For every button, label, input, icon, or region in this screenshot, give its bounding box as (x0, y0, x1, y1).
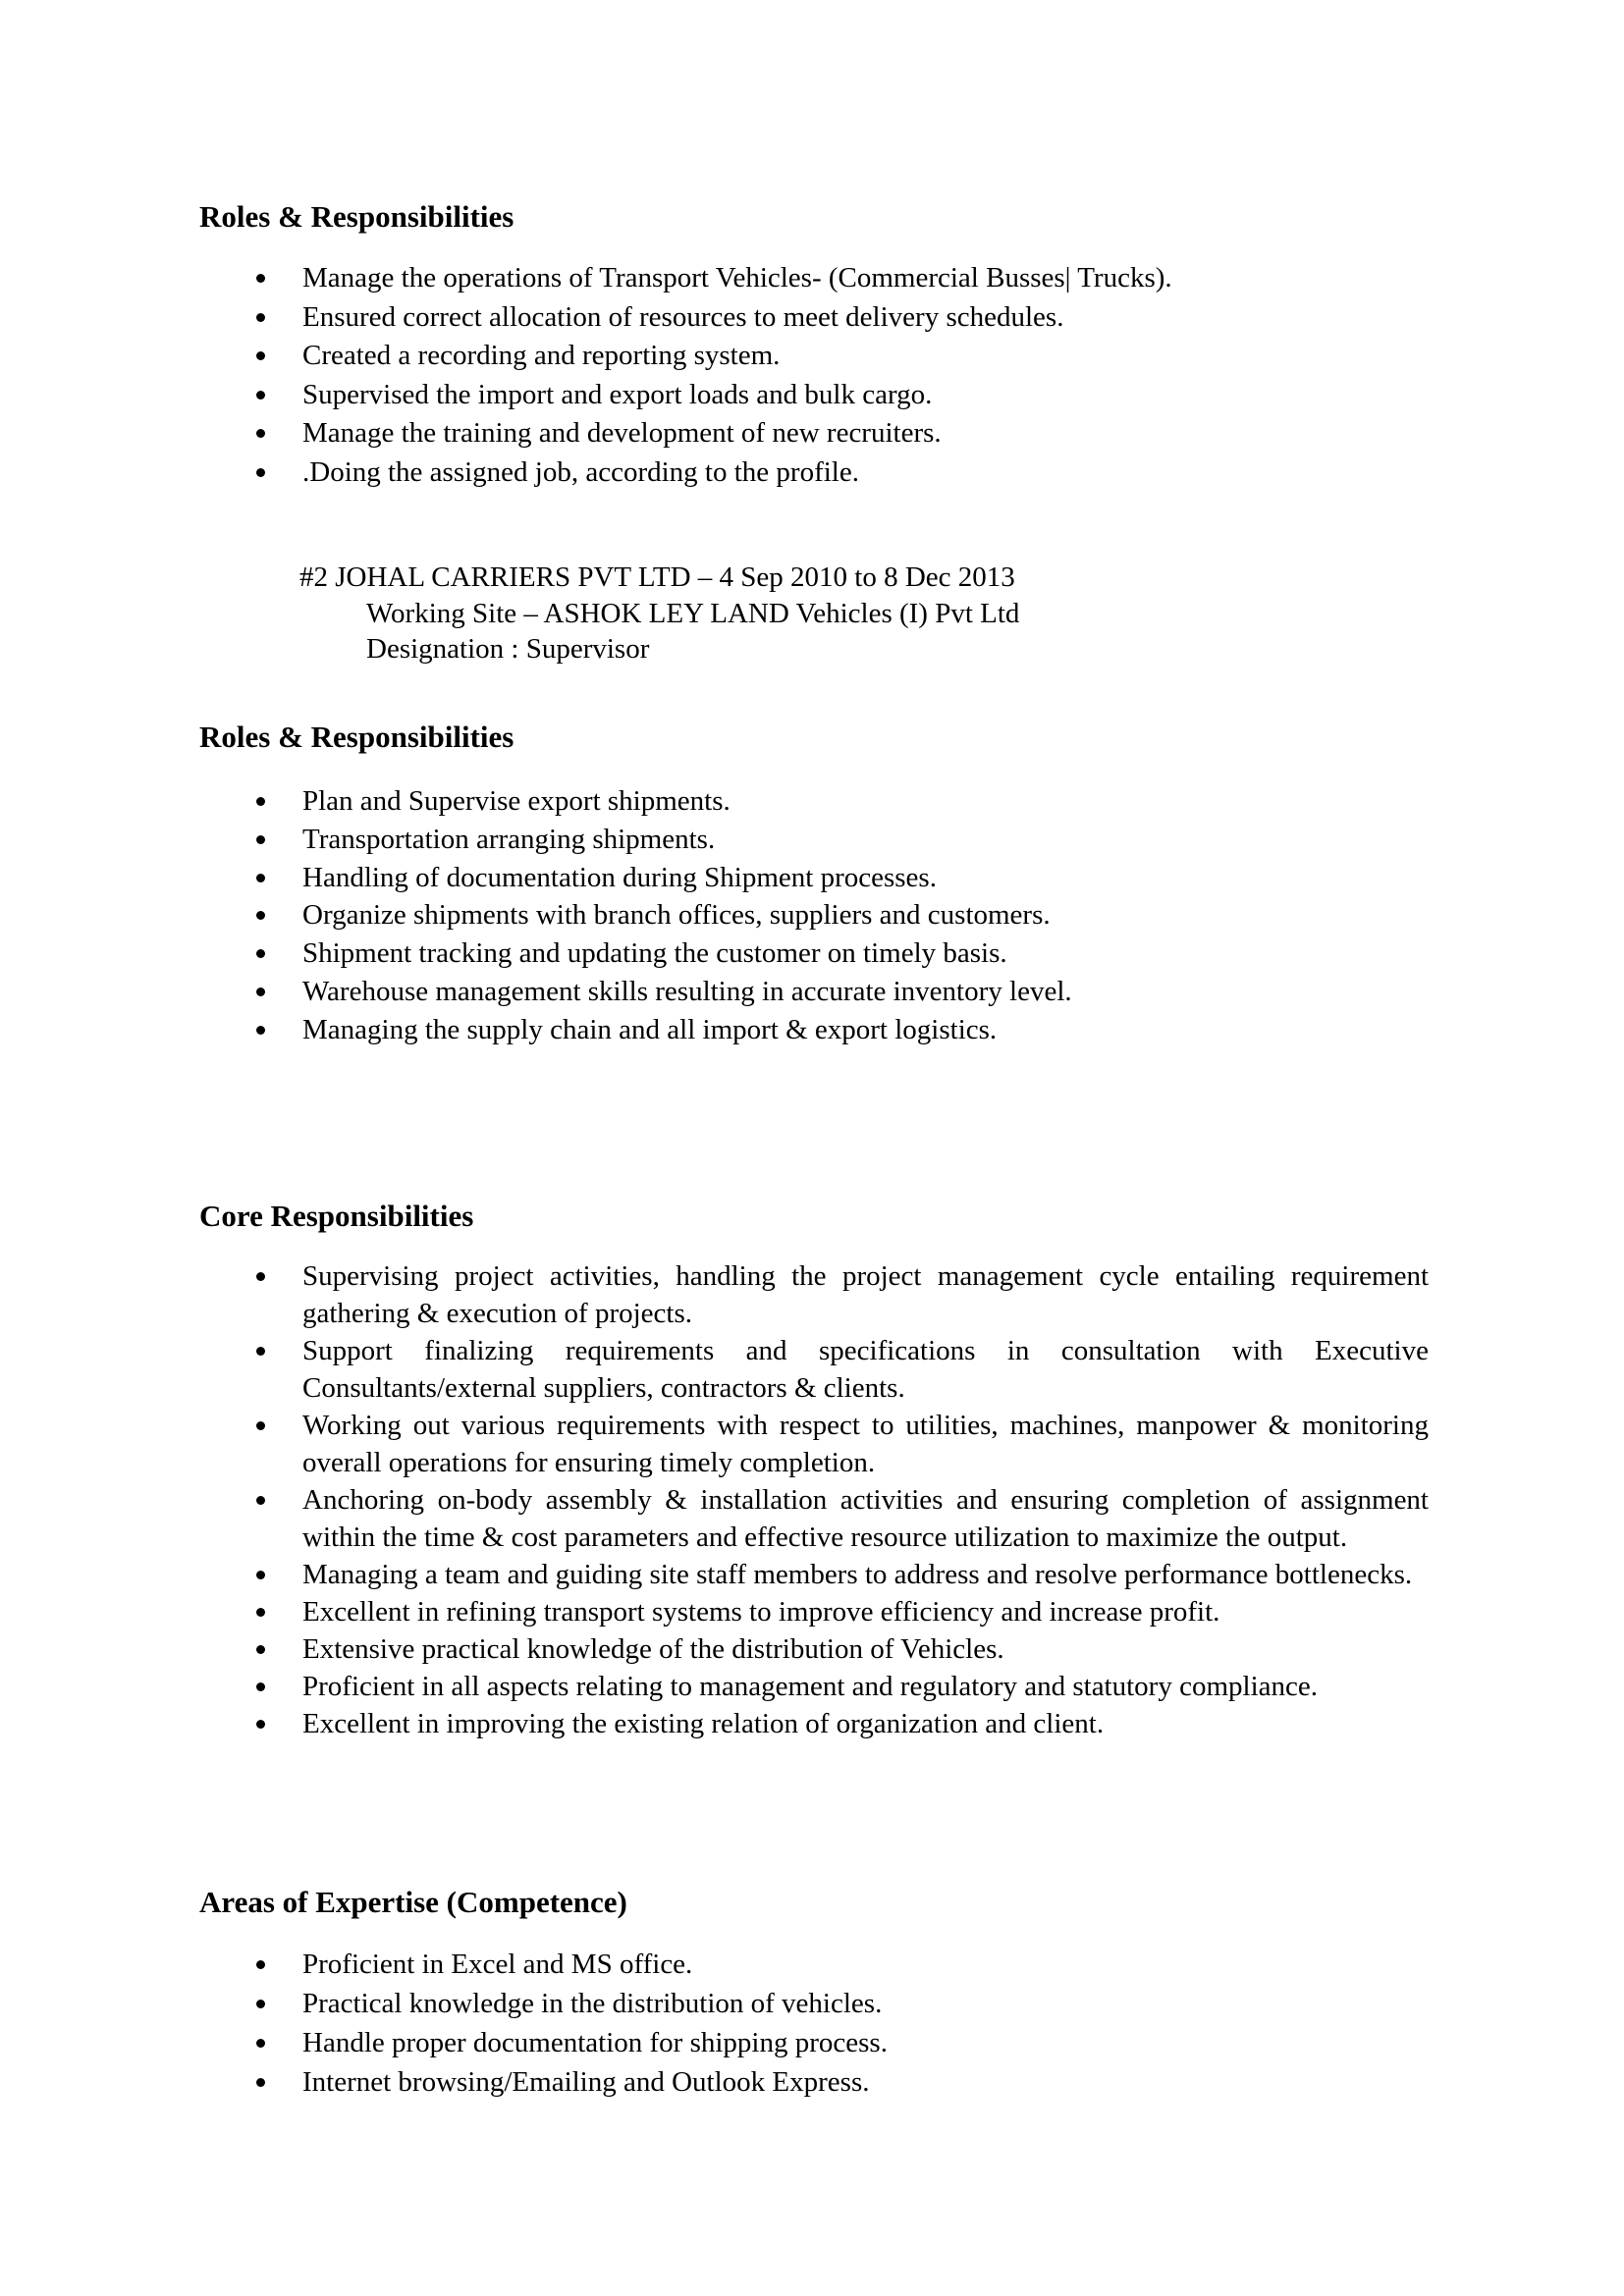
bullet-icon (256, 2039, 265, 2048)
bullet-icon (256, 468, 265, 477)
bullet-icon (256, 1720, 265, 1729)
employer-working-site: Working Site – ASHOK LEY LAND Vehicles (I) Pvt Ltd (366, 597, 1020, 629)
list-item-text: Warehouse management skills resulting in accurate inventory level. (302, 975, 1072, 1007)
bullet-icon (256, 1608, 265, 1617)
list-item-text: Anchoring on-body assembly & installation activities and ensuring completion of assignment within the time & cost parameters and effective resource utilization to maximize the output. (302, 1484, 1429, 1553)
list-item-text: Working out various requirements with respect to utilities, machines, manpower & monitoring overall operations for ensuring timely completion. (302, 1410, 1429, 1478)
section-heading-roles-2: Roles & Responsibilities (199, 720, 514, 754)
list-item-text: Handling of documentation during Shipment processes. (302, 861, 937, 893)
bullet-icon (256, 313, 265, 322)
bullet-icon (256, 1682, 265, 1691)
bullet-icon (256, 351, 265, 360)
list-item-text: Extensive practical knowledge of the distribution of Vehicles. (302, 1633, 1004, 1665)
list-item (199, 1593, 1429, 1630)
list-item-text: Plan and Supervise export shipments. (302, 785, 731, 817)
list-item-text: Manage the training and development of new recruiters. (302, 417, 942, 449)
list-item (199, 259, 1429, 298)
list-item (199, 376, 1429, 415)
list-item-text: Support finalizing requirements and specifications in consultation with Executive Consultants/external suppliers, contractors & clients. (302, 1335, 1429, 1404)
bullet-icon (256, 1347, 265, 1356)
list-item-text: Internet browsing/Emailing and Outlook Express. (302, 2066, 870, 2098)
list-item (199, 2062, 1429, 2102)
section-heading-expertise: Areas of Expertise (Competence) (199, 1885, 627, 1919)
bullet-icon (256, 429, 265, 438)
list-item (199, 1407, 1429, 1481)
list-item-text: Proficient in all aspects relating to management and regulatory and statutory compliance. (302, 1671, 1318, 1702)
bullet-icon (256, 949, 265, 958)
list-item (199, 1984, 1429, 2023)
bullet-icon (256, 874, 265, 882)
list-item (199, 337, 1429, 376)
list-item (199, 896, 1429, 934)
bullet-icon (256, 1571, 265, 1579)
bullet-icon (256, 2078, 265, 2087)
bullet-icon (256, 797, 265, 806)
employer-designation: Designation : Supervisor (366, 633, 650, 665)
bullet-icon (256, 1026, 265, 1035)
bullet-icon (256, 1272, 265, 1281)
bullet-icon (256, 1496, 265, 1505)
list-item-text: Ensured correct allocation of resources to meet delivery schedules. (302, 300, 1064, 333)
list-item-text: Shipment tracking and updating the customer on timely basis. (302, 937, 1007, 970)
list-item (199, 1011, 1429, 1049)
list-item-text: Handle proper documentation for shipping process. (302, 2027, 888, 2058)
bullet-icon (256, 988, 265, 996)
bullet-icon (256, 274, 265, 283)
list-item-text: Transportation arranging shipments. (302, 823, 716, 855)
list-item-text: Managing a team and guiding site staff members to address and resolve performance bottlenecks. (302, 1559, 1413, 1590)
list-item (199, 1705, 1429, 1742)
roles-2-bullet-list (199, 782, 1429, 1049)
bullet-icon (256, 1421, 265, 1430)
list-item-text: Excellent in improving the existing relation of organization and client. (302, 1708, 1105, 1739)
list-item-text: Proficient in Excel and MS office. (302, 1949, 693, 1980)
list-item (199, 1332, 1429, 1407)
list-item-text: Organize shipments with branch offices, suppliers and customers. (302, 899, 1051, 932)
list-item-text: Supervised the import and export loads and bulk cargo. (302, 378, 933, 410)
list-item-text: Practical knowledge in the distribution of vehicles. (302, 1988, 883, 2019)
list-item (199, 1668, 1429, 1705)
roles-1-bullet-list (199, 259, 1429, 492)
list-item (199, 934, 1429, 973)
list-item (199, 2023, 1429, 2062)
employer-heading: #2 JOHAL CARRIERS PVT LTD – 4 Sep 2010 to 8 Dec 2013 (299, 561, 1015, 593)
employer-block (299, 560, 1019, 667)
bullet-icon (256, 835, 265, 844)
list-item (199, 973, 1429, 1011)
list-item-text: Manage the operations of Transport Vehicles- (Commercial Busses| Trucks). (302, 262, 1172, 294)
list-item (199, 1481, 1429, 1556)
list-item-text: Created a recording and reporting system. (302, 340, 781, 371)
list-item (199, 414, 1429, 454)
list-item (199, 1556, 1429, 1593)
list-item (199, 782, 1429, 821)
bullet-icon (256, 1960, 265, 1969)
section-heading-core: Core Responsibilities (199, 1199, 474, 1233)
core-bullet-list (199, 1257, 1429, 1742)
bullet-icon (256, 1645, 265, 1654)
list-item (199, 454, 1429, 493)
expertise-bullet-list (199, 1945, 1429, 2102)
list-item (199, 1257, 1429, 1332)
list-item-text: .Doing the assigned job, according to the profile. (302, 455, 859, 488)
list-item-text: Managing the supply chain and all import & export logistics. (302, 1013, 998, 1045)
bullet-icon (256, 2000, 265, 2008)
bullet-icon (256, 911, 265, 920)
section-heading-roles-1: Roles & Responsibilities (199, 199, 514, 234)
list-item (199, 859, 1429, 897)
list-item (199, 298, 1429, 338)
list-item-text: Excellent in refining transport systems to improve efficiency and increase profit. (302, 1596, 1220, 1628)
list-item (199, 821, 1429, 859)
list-item (199, 1630, 1429, 1668)
list-item (199, 1945, 1429, 1984)
list-item-text: Supervising project activities, handling the project management cycle entailing requirement gathering & execution of projects. (302, 1260, 1429, 1329)
bullet-icon (256, 391, 265, 400)
